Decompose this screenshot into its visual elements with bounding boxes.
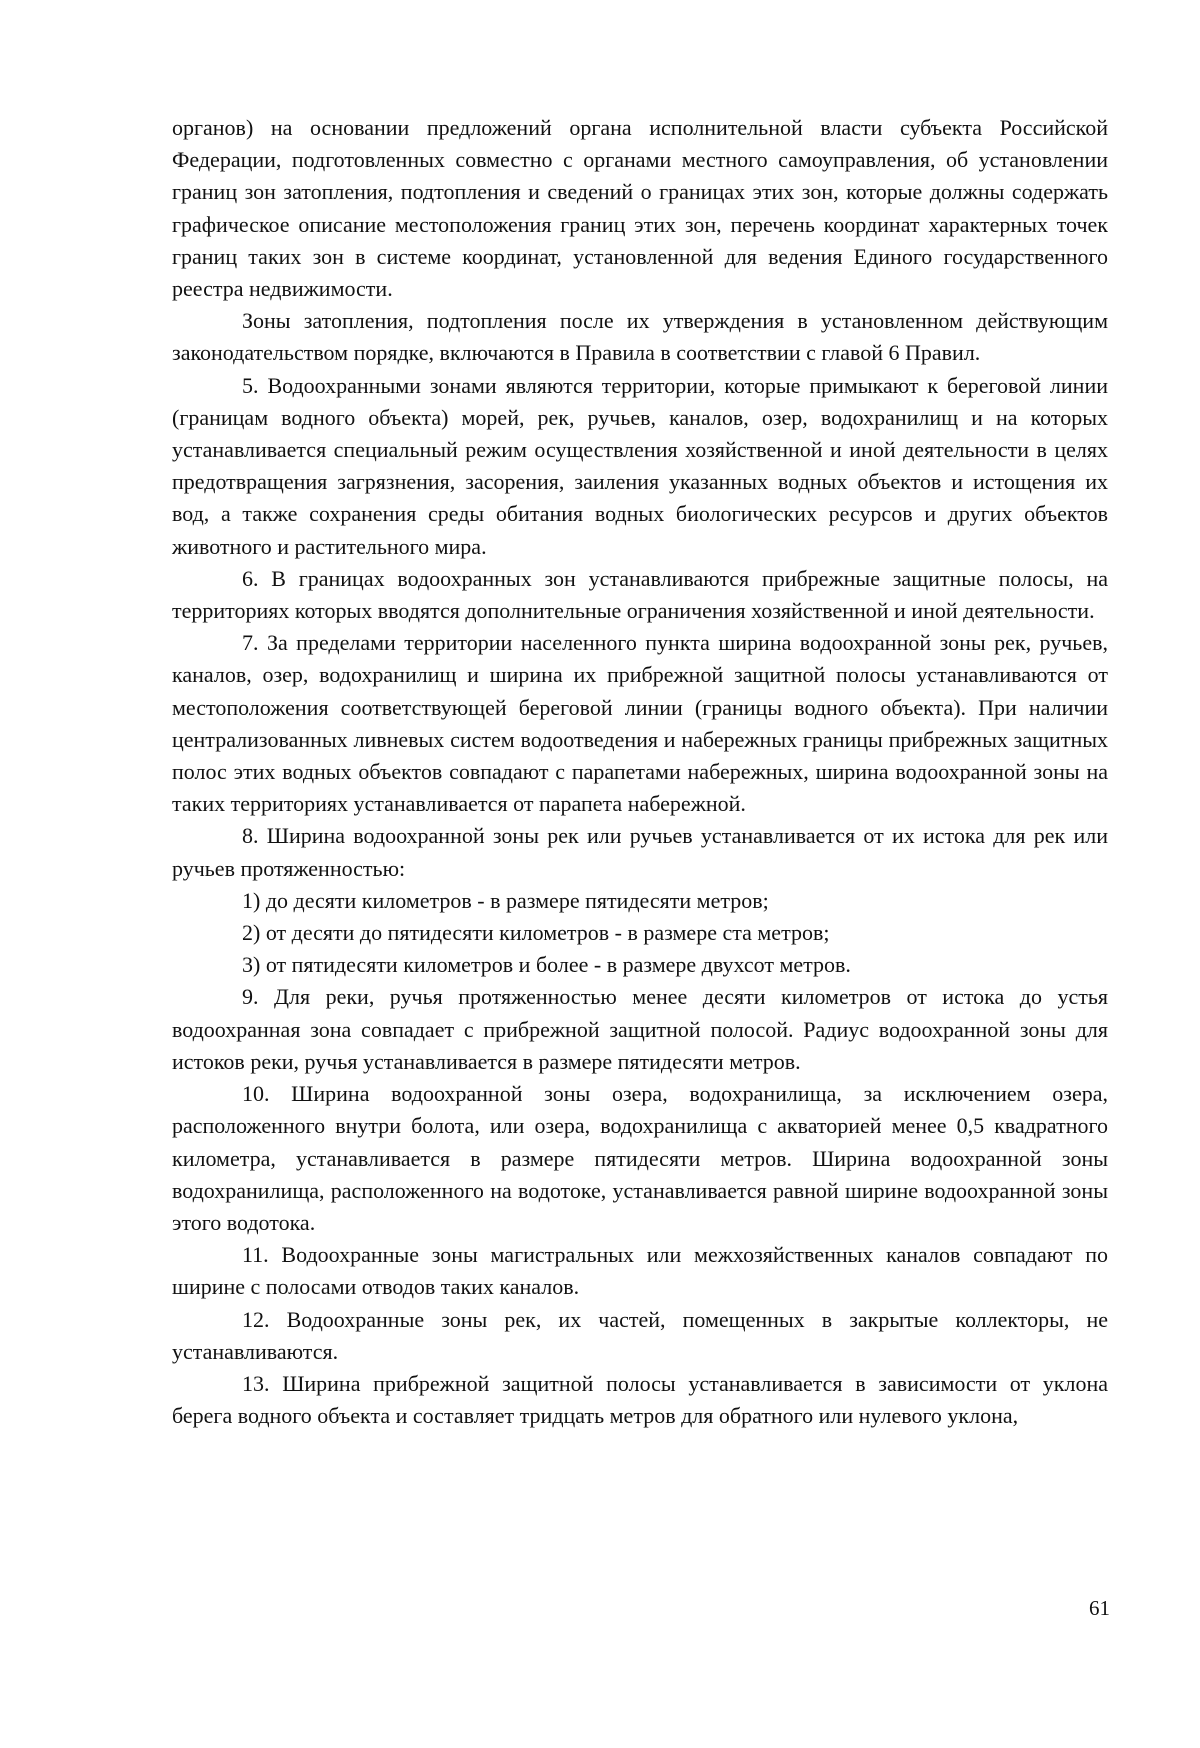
- list-item-3: 3) от пятидесяти километров и более - в размере двухсот метров.: [242, 952, 851, 978]
- paragraph-12: 12. Водоохранные зоны рек, их частей, помещенных в закрытые коллекторы, не устанавливаются.: [172, 1306, 1108, 1364]
- paragraph-11: 11. Водоохранные зоны магистральных или межхозяйственных каналов совпадают по ширине с полосами отводов таких каналов.: [172, 1242, 1108, 1300]
- list-item-2: 2) от десяти до пятидесяти километров - в размере ста метров;: [242, 920, 830, 946]
- paragraph-7: 7. За пределами территории населенного пункта ширина водоохранной зоны рек, ручьев, каналов, озер, водохранилищ и ширина их прибрежной защитной полосы устанавливаются от местоположения соответствующей береговой линии (границы водного объекта). При наличии централизованных ливневых систем водоотведения и набережных границы прибрежных защитных полос этих водных объектов совпадают с парапетами набережных, ширина водоохранной зоны на таких территориях устанавливается от парапета набережной.: [172, 630, 1108, 817]
- paragraph-9: 9. Для реки, ручья протяженностью менее десяти километров от истока до устья водоохранная зона совпадает с прибрежной защитной полосой. Радиус водоохранной зоны для истоков реки, ручья устанавливается в размере пятидесяти метров.: [172, 984, 1108, 1074]
- paragraph-6: 6. В границах водоохранных зон устанавливаются прибрежные защитные полосы, на территориях которых вводятся дополнительные ограничения хозяйственной и иной деятельности.: [172, 565, 1108, 624]
- list-item-1: 1) до десяти километров - в размере пятидесяти метров;: [242, 887, 769, 913]
- page-number: 61: [1089, 1596, 1110, 1620]
- paragraph-13: 13. Ширина прибрежной защитной полосы устанавливается в зависимости от уклона берега водного объекта и составляет тридцать метров для обратного или нулевого уклона,: [172, 1370, 1108, 1429]
- paragraph-10: 10. Ширина водоохранной зоны озера, водохранилища, за исключением озера, расположенного внутри болота, или озера, водохранилища с акваторией менее 0,5 квадратного километра, устанавливается в размере пятидесяти метров. Ширина водоохранной зоны водохранилища, расположенного на водотоке, устанавливается равной ширине водоохранной зоны этого водотока.: [172, 1081, 1108, 1235]
- document-body: [172, 112, 1108, 1432]
- paragraph-flood-zones: Зоны затопления, подтопления после их утверждения в установленном действующим законодательством порядке, включаются в Правила в соответствии с главой 6 Правил.: [172, 308, 1108, 366]
- paragraph-8: 8. Ширина водоохранной зоны рек или ручьев устанавливается от их истока для рек или ручьев протяженностью:: [172, 823, 1108, 881]
- paragraph-continuation: органов) на основании предложений органа исполнительной власти субъекта Российской Федерации, подготовленных совместно с органами местного самоуправления, об установлении границ зон затопления, подтопления и сведений о границах этих зон, которые должны содержать графическое описание местоположения границ этих зон, перечень координат характерных точек границ таких зон в системе координат, установленной для ведения Единого государственного реестра недвижимости.: [172, 115, 1108, 302]
- paragraph-5: 5. Водоохранными зонами являются территории, которые примыкают к береговой линии (границам водного объекта) морей, рек, ручьев, каналов, озер, водохранилищ и на которых устанавливается специальный режим осуществления хозяйственной и иной деятельности в целях предотвращения загрязнения, засорения, заиления указанных водных объектов и истощения их вод, а также сохранения среды обитания водных биологических ресурсов и других объектов животного и растительного мира.: [172, 372, 1108, 559]
